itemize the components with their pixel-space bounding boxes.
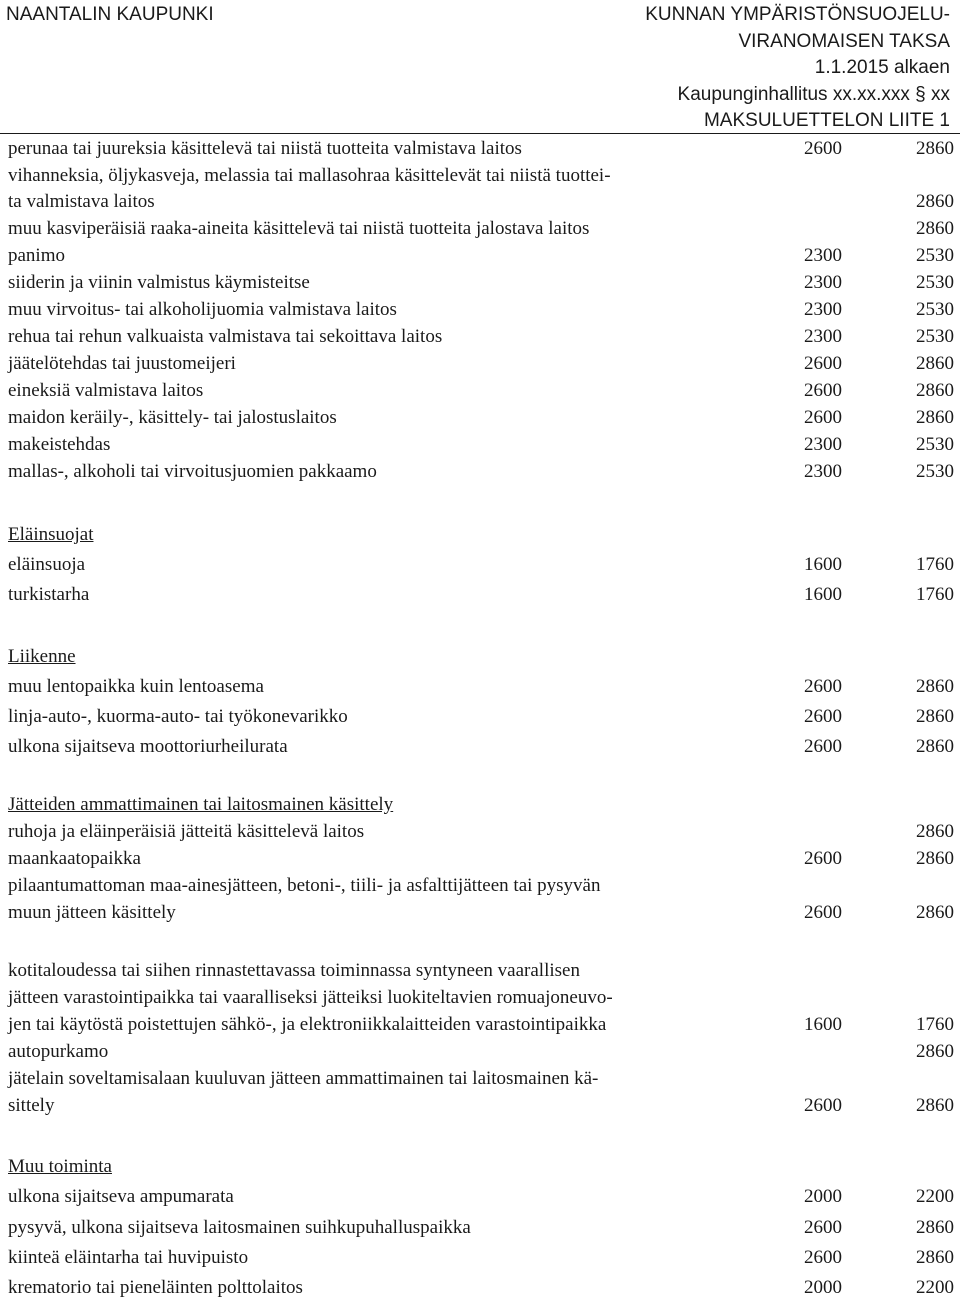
fee-row-label: muun jätteen käsittely — [8, 902, 176, 923]
fee-row — [8, 873, 954, 899]
fee-row-label: kiinteä eläintarha tai huvipuisto — [8, 1247, 249, 1268]
fee-row-label: sittely — [8, 1095, 55, 1116]
fee-value-1: 2600 — [804, 1247, 842, 1268]
fee-row-label: muu virvoitus- tai alkoholijuomia valmistava laitos — [8, 299, 397, 320]
fee-value-1: 2600 — [804, 1217, 842, 1238]
fee-row-label: maankaatopaikka — [8, 848, 141, 869]
fee-row-label: turkistarha — [8, 584, 90, 605]
fee-value-1: 2600 — [804, 138, 842, 159]
fee-value-2: 2530 — [916, 245, 954, 266]
fee-row — [8, 378, 954, 404]
fee-value-2: 2200 — [916, 1186, 954, 1207]
fee-row — [8, 432, 954, 458]
fee-row-label: pilaantumattoman maa-ainesjätteen, betoni-, tiili- ja asfalttijätteen tai pysyvän — [8, 875, 601, 896]
fee-value-2: 2860 — [916, 138, 954, 159]
fee-value-1: 2000 — [804, 1186, 842, 1207]
fee-row-label: ta valmistava laitos — [8, 191, 155, 212]
fee-value-2: 2860 — [916, 1247, 954, 1268]
fee-row — [8, 189, 954, 215]
fee-row-label: perunaa tai juureksia käsittelevä tai niistä tuotteita valmistava laitos — [8, 138, 522, 159]
fee-value-2: 2530 — [916, 461, 954, 482]
fee-row — [8, 1215, 954, 1241]
fee-value-1: 2600 — [804, 407, 842, 428]
title-line-1: KUNNAN YMPÄRISTÖNSUOJELU- — [645, 4, 950, 25]
fee-row-label: pysyvä, ulkona sijaitseva laitosmainen suihkupuhalluspaikka — [8, 1217, 471, 1238]
fee-value-1: 2300 — [804, 326, 842, 347]
fee-row — [8, 1275, 954, 1301]
fee-row-label: maidon keräily-, käsittely- tai jalostuslaitos — [8, 407, 337, 428]
fee-value-1: 1600 — [804, 554, 842, 575]
header-divider — [0, 133, 960, 134]
fee-row — [8, 1039, 954, 1065]
section-heading-label: Muu toiminta — [8, 1156, 112, 1177]
fee-row-label: makeistehdas — [8, 434, 111, 455]
fee-value-2: 2860 — [916, 848, 954, 869]
appendix-label: MAKSULUETTELON LIITE 1 — [703, 110, 950, 131]
fee-row-label: autopurkamo — [8, 1041, 109, 1062]
fee-row-label: rehua tai rehun valkuaista valmistava tai sekoittava laitos — [8, 326, 443, 347]
fee-row — [8, 1093, 954, 1119]
fee-row-label: siiderin ja viinin valmistus käymisteitse — [8, 272, 310, 293]
effective-date: 1.1.2015 alkaen — [814, 57, 950, 78]
fee-row-label: ulkona sijaitseva moottoriurheilurata — [8, 736, 288, 757]
fee-row-label: ulkona sijaitseva ampumarata — [8, 1186, 234, 1207]
section-heading-label: Liikenne — [8, 646, 76, 667]
fee-row — [8, 270, 954, 296]
fee-value-2: 2860 — [916, 191, 954, 212]
fee-value-2: 2860 — [916, 1217, 954, 1238]
fee-value-2: 1760 — [916, 1014, 954, 1035]
section-heading-label: Jätteiden ammattimainen tai laitosmainen käsittely — [8, 794, 394, 815]
municipality-name: NAANTALIN KAUPUNKI — [6, 4, 214, 25]
fee-row — [8, 459, 954, 485]
fee-row-label: kotitaloudessa tai siihen rinnastettavassa toiminnassa syntyneen vaarallisen — [8, 960, 580, 981]
fee-row-label: eläinsuoja — [8, 554, 86, 575]
fee-row — [8, 351, 954, 377]
fee-row-label: muu kasviperäisiä raaka-aineita käsittelevä tai niistä tuotteita jalostava laitos — [8, 218, 590, 239]
fee-row — [8, 405, 954, 431]
fee-row — [8, 900, 954, 926]
fee-value-2: 2860 — [916, 218, 954, 239]
fee-row-label: jätelain soveltamisalaan kuuluvan jätteen ammattimainen tai laitosmainen kä- — [8, 1068, 599, 1089]
fee-row — [8, 846, 954, 872]
fee-value-1: 2600 — [804, 676, 842, 697]
fee-row — [8, 674, 954, 700]
fee-value-1: 2300 — [804, 461, 842, 482]
fee-row-label: linja-auto-, kuorma-auto- tai työkonevarikko — [8, 706, 348, 727]
fee-row — [8, 734, 954, 760]
fee-row-label: eineksiä valmistava laitos — [8, 380, 204, 401]
fee-value-1: 2600 — [804, 736, 842, 757]
fee-value-2: 2530 — [916, 434, 954, 455]
fee-row — [8, 985, 954, 1011]
fee-value-1: 1600 — [804, 584, 842, 605]
fee-value-1: 2600 — [804, 848, 842, 869]
fee-row-label: jen tai käytöstä poistettujen sähkö-, ja elektroniikkalaitteiden varastointipaikka — [8, 1014, 607, 1035]
fee-value-1: 2600 — [804, 380, 842, 401]
fee-row — [8, 1245, 954, 1271]
fee-row-label: jäätelötehdas tai juustomeijeri — [8, 353, 236, 374]
fee-row-label: krematorio tai pieneläinten polttolaitos — [8, 1277, 303, 1298]
fee-row-label: jätteen varastointipaikka tai vaaralliseksi jätteiksi luokiteltavien romuajoneuvo- — [8, 987, 613, 1008]
fee-value-1: 2000 — [804, 1277, 842, 1298]
fee-row — [8, 324, 954, 350]
section-heading-label: Eläinsuojat — [8, 524, 94, 545]
section-heading — [8, 644, 954, 670]
fee-value-2: 2860 — [916, 1041, 954, 1062]
fee-value-2: 2530 — [916, 326, 954, 347]
fee-value-1: 2600 — [804, 353, 842, 374]
fee-row — [8, 163, 954, 189]
fee-value-2: 2860 — [916, 1095, 954, 1116]
fee-value-2: 2860 — [916, 676, 954, 697]
title-line-2: VIRANOMAISEN TAKSA — [738, 30, 950, 52]
fee-row — [8, 704, 954, 730]
document-title-block — [645, 2, 950, 135]
council-decision: Kaupunginhallitus xx.xx.xxx § xx — [677, 83, 950, 105]
fee-value-1: 2600 — [804, 706, 842, 727]
fee-row — [8, 552, 954, 578]
fee-value-2: 2860 — [916, 902, 954, 923]
section-heading — [8, 792, 954, 818]
fee-value-1: 2300 — [804, 272, 842, 293]
section-heading — [8, 522, 954, 548]
fee-row-label: mallas-, alkoholi tai virvoitusjuomien pakkaamo — [8, 461, 377, 482]
fee-value-2: 2200 — [916, 1277, 954, 1298]
fee-value-1: 2600 — [804, 1095, 842, 1116]
fee-value-2: 2860 — [916, 407, 954, 428]
fee-value-2: 2860 — [916, 380, 954, 401]
fee-row-label: ruhoja ja eläinperäisiä jätteitä käsittelevä laitos — [8, 821, 365, 842]
fee-value-2: 1760 — [916, 554, 954, 575]
fee-row-label: muu lentopaikka kuin lentoasema — [8, 676, 264, 697]
fee-row — [8, 1066, 954, 1092]
fee-row — [8, 243, 954, 269]
fee-value-2: 2530 — [916, 272, 954, 293]
fee-row — [8, 216, 954, 242]
fee-value-2: 2860 — [916, 353, 954, 374]
fee-value-1: 2300 — [804, 245, 842, 266]
fee-row — [8, 582, 954, 608]
fee-value-2: 2860 — [916, 706, 954, 727]
section-heading — [8, 1154, 954, 1180]
fee-value-1: 1600 — [804, 1014, 842, 1035]
fee-row — [8, 136, 954, 162]
fee-value-1: 2300 — [804, 299, 842, 320]
fee-row-label: panimo — [8, 245, 65, 266]
fee-row — [8, 1184, 954, 1210]
fee-row-label: vihanneksia, öljykasveja, melassia tai mallasohraa käsittelevät tai niistä tuottei- — [8, 165, 611, 186]
fee-value-2: 2530 — [916, 299, 954, 320]
fee-value-2: 1760 — [916, 584, 954, 605]
fee-value-2: 2860 — [916, 821, 954, 842]
fee-value-1: 2600 — [804, 902, 842, 923]
fee-row — [8, 1012, 954, 1038]
fee-row — [8, 297, 954, 323]
fee-value-1: 2300 — [804, 434, 842, 455]
fee-row — [8, 958, 954, 984]
fee-row — [8, 819, 954, 845]
page-header — [0, 0, 960, 134]
fee-value-2: 2860 — [916, 736, 954, 757]
